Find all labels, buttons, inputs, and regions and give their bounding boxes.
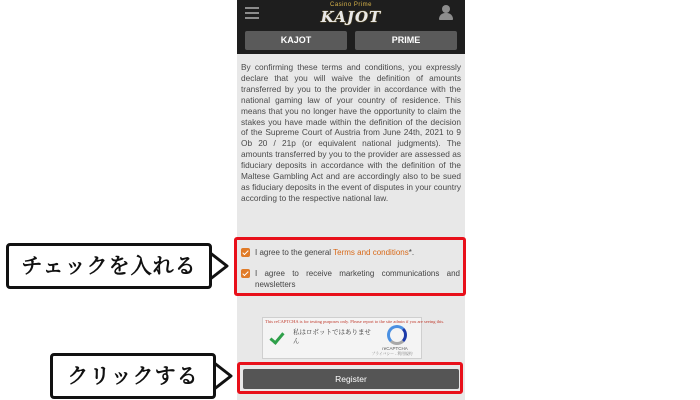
recaptcha-warning: This reCAPTCHA is for testing purposes only. Please report to the site admin if you are seeing this. <box>265 319 445 324</box>
terms-link[interactable]: Terms and conditions <box>333 248 409 257</box>
logo-title: KAJOT <box>320 8 382 26</box>
marketing-checkbox-label: I agree to receive marketing communications and newsletters <box>255 269 460 289</box>
click-callout <box>50 353 228 399</box>
tab-prime[interactable]: PRIME <box>355 31 457 50</box>
callout-arrow-icon <box>209 252 229 280</box>
recaptcha-privacy-link[interactable]: プライバシー - 利用規約 <box>371 352 413 356</box>
recaptcha-label: 私はロボットではありません <box>293 329 371 345</box>
brand-tabs <box>237 28 465 54</box>
terms-text: By confirming these terms and conditions, you expressly declare that you will waive the definition of amounts transferred by you to the provider in accordance with the national gaming law of your country of residence. This means that you no longer have the opportunity to claim the stakes you have made within the definition of the decision of the Supreme Court of Austria from June 24th, 2021 to 9 Ob 20 / 21p (or equivalent national judgments). The amounts transferred by you to the provider are assessed as fiduciary deposits in accordance with the definition of the Maltese Gambling Act and are accordingly also to be sued as fiduciary deposits in the event of disputes in your country according to the respective national law. <box>241 62 461 203</box>
top-bar <box>237 0 465 28</box>
callout-arrow-icon <box>213 362 233 390</box>
register-highlight <box>237 362 463 394</box>
recaptcha-widget[interactable] <box>262 317 445 359</box>
check-callout-text: チェックを入れる <box>21 254 197 278</box>
recaptcha-logo-icon <box>387 325 407 345</box>
recaptcha-brand: reCAPTCHA <box>382 346 408 351</box>
mobile-screen <box>237 0 465 400</box>
recaptcha-checkmark-icon[interactable] <box>269 329 284 345</box>
hamburger-menu-icon[interactable] <box>245 7 259 19</box>
click-callout-text: クリックする <box>67 364 199 388</box>
logo-subtitle: Casino Prime <box>329 2 372 8</box>
checkbox-highlight <box>234 237 466 296</box>
tab-kajot[interactable]: KAJOT <box>245 31 347 50</box>
register-button[interactable]: Register <box>243 369 459 389</box>
terms-checkbox-label: I agree to the general Terms and conditions*. <box>255 248 415 257</box>
kajot-logo[interactable] <box>303 2 399 26</box>
check-callout <box>6 243 224 289</box>
user-account-icon[interactable] <box>439 5 453 21</box>
